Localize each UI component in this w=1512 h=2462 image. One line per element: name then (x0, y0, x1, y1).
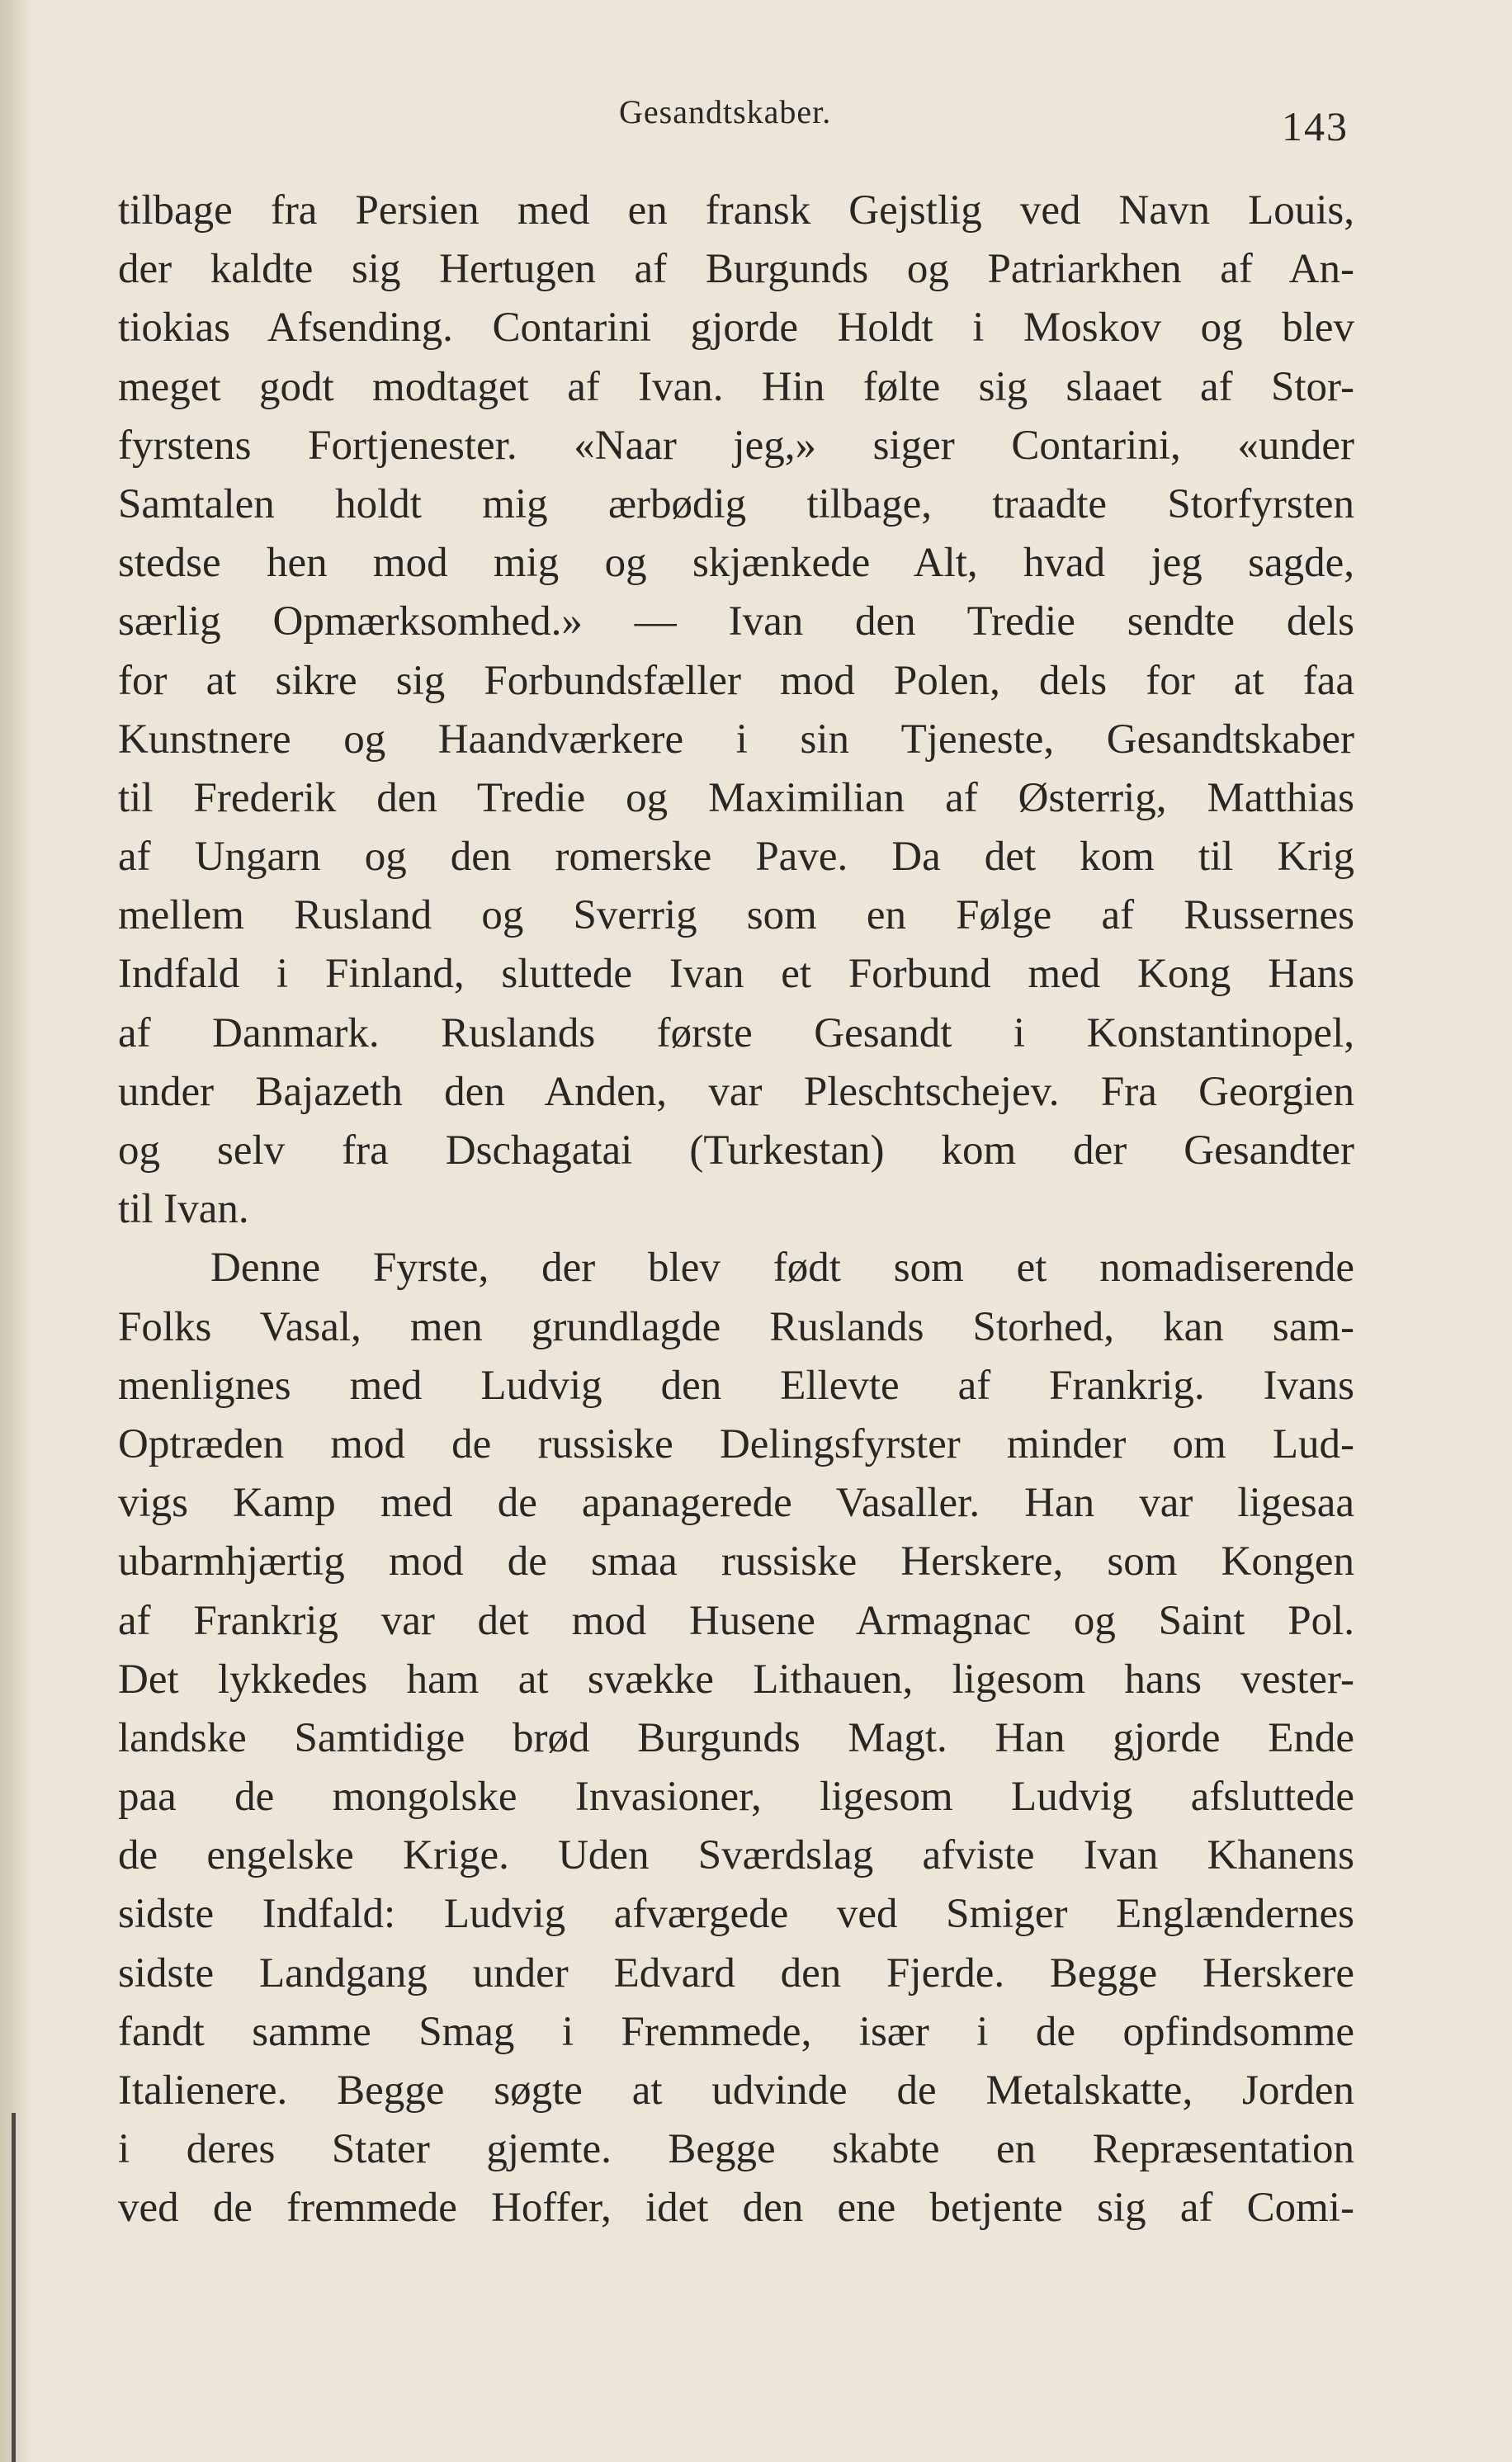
text-line: til Frederik den Tredie og Maximilian af Østerrig, Matthias (118, 774, 1354, 821)
text-line: tilbage fra Persien med en fransk Gejstlig ved Navn Louis, (118, 187, 1354, 234)
text-line: i deres Stater gjemte. Begge skabte en Repræsentation (118, 2126, 1354, 2173)
text-line: særlig Opmærksomhed.» — Ivan den Tredie sendte dels (118, 598, 1354, 645)
text-line: paa de mongolske Invasioner, ligesom Ludvig afsluttede (118, 1774, 1354, 1821)
text-line: stedse hen mod mig og skjænkede Alt, hvad jeg sagde, (118, 540, 1354, 587)
text-line: af Frankrig var det mod Husene Armagnac og Saint Pol. (118, 1597, 1354, 1644)
text-line: landske Samtidige brød Burgunds Magt. Han gjorde Ende (118, 1714, 1354, 1761)
text-line-paragraph-end: til Ivan. (118, 1186, 249, 1233)
text-line: af Ungarn og den romerske Pave. Da det kom til Krig (118, 834, 1354, 881)
text-line: og selv fra Dschagatai (Turkestan) kom der Gesandter (118, 1127, 1354, 1174)
text-line: de engelske Krige. Uden Sværdslag afviste Ivan Khanens (118, 1832, 1354, 1879)
running-head: Gesandtskaber. (619, 93, 832, 130)
text-line: Kunstnere og Haandværkere i sin Tjeneste, Gesandtskaber (118, 716, 1354, 763)
text-line: meget godt modtaget af Ivan. Hin følte sig slaaet af Stor- (118, 363, 1354, 410)
body-text (118, 182, 1354, 2238)
text-line: der kaldte sig Hertugen af Burgunds og Patriarkhen af An- (118, 246, 1354, 293)
text-line: for at sikre sig Forbundsfæller mod Polen, dels for at faa (118, 657, 1354, 704)
text-line: af Danmark. Ruslands første Gesandt i Konstantinopel, (118, 1009, 1354, 1056)
text-line: ubarmhjærtig mod de smaa russiske Herskere, som Kongen (118, 1538, 1354, 1585)
spine-edge (12, 2113, 16, 2462)
text-line: Optræden mod de russiske Delingsfyrster minder om Lud- (118, 1420, 1354, 1467)
text-line-paragraph-start: Denne Fyrste, der blev født som et nomadiserende (210, 1245, 1354, 1292)
text-line: Samtalen holdt mig ærbødig tilbage, traadte Storfyrsten (118, 480, 1354, 527)
page-header (0, 92, 1512, 158)
text-line: under Bajazeth den Anden, var Pleschtschejev. Fra Georgien (118, 1068, 1354, 1115)
text-line: Det lykkedes ham at svække Lithauen, ligesom hans vester- (118, 1656, 1354, 1703)
text-line: vigs Kamp med de apanagerede Vasaller. Han var ligesaa (118, 1480, 1354, 1527)
text-line: sidste Landgang under Edvard den Fjerde. Begge Herskere (118, 1949, 1354, 1997)
text-line: Italienere. Begge søgte at udvinde de Metalskatte, Jorden (118, 2067, 1354, 2114)
text-line: fyrstens Fortjenester. «Naar jeg,» siger Contarini, «under (118, 422, 1354, 469)
text-line: sidste Indfald: Ludvig afværgede ved Smiger Englændernes (118, 1891, 1354, 1938)
text-line: ved de fremmede Hoffer, idet den ene betjente sig af Comi- (118, 2185, 1354, 2232)
spine-shadow (0, 0, 33, 2462)
text-line: tiokias Afsending. Contarini gjorde Holdt i Moskov og blev (118, 305, 1354, 352)
text-line: Folks Vasal, men grundlagde Ruslands Storhed, kan sam- (118, 1303, 1354, 1350)
text-line: mellem Rusland og Sverrig som en Følge af Russernes (118, 892, 1354, 939)
text-line: Indfald i Finland, sluttede Ivan et Forbund med Kong Hans (118, 951, 1354, 998)
text-line: fandt samme Smag i Fremmede, især i de opfindsomme (118, 2008, 1354, 2055)
page-number: 143 (1282, 103, 1349, 149)
text-line: menlignes med Ludvig den Ellevte af Frankrig. Ivans (118, 1362, 1354, 1409)
